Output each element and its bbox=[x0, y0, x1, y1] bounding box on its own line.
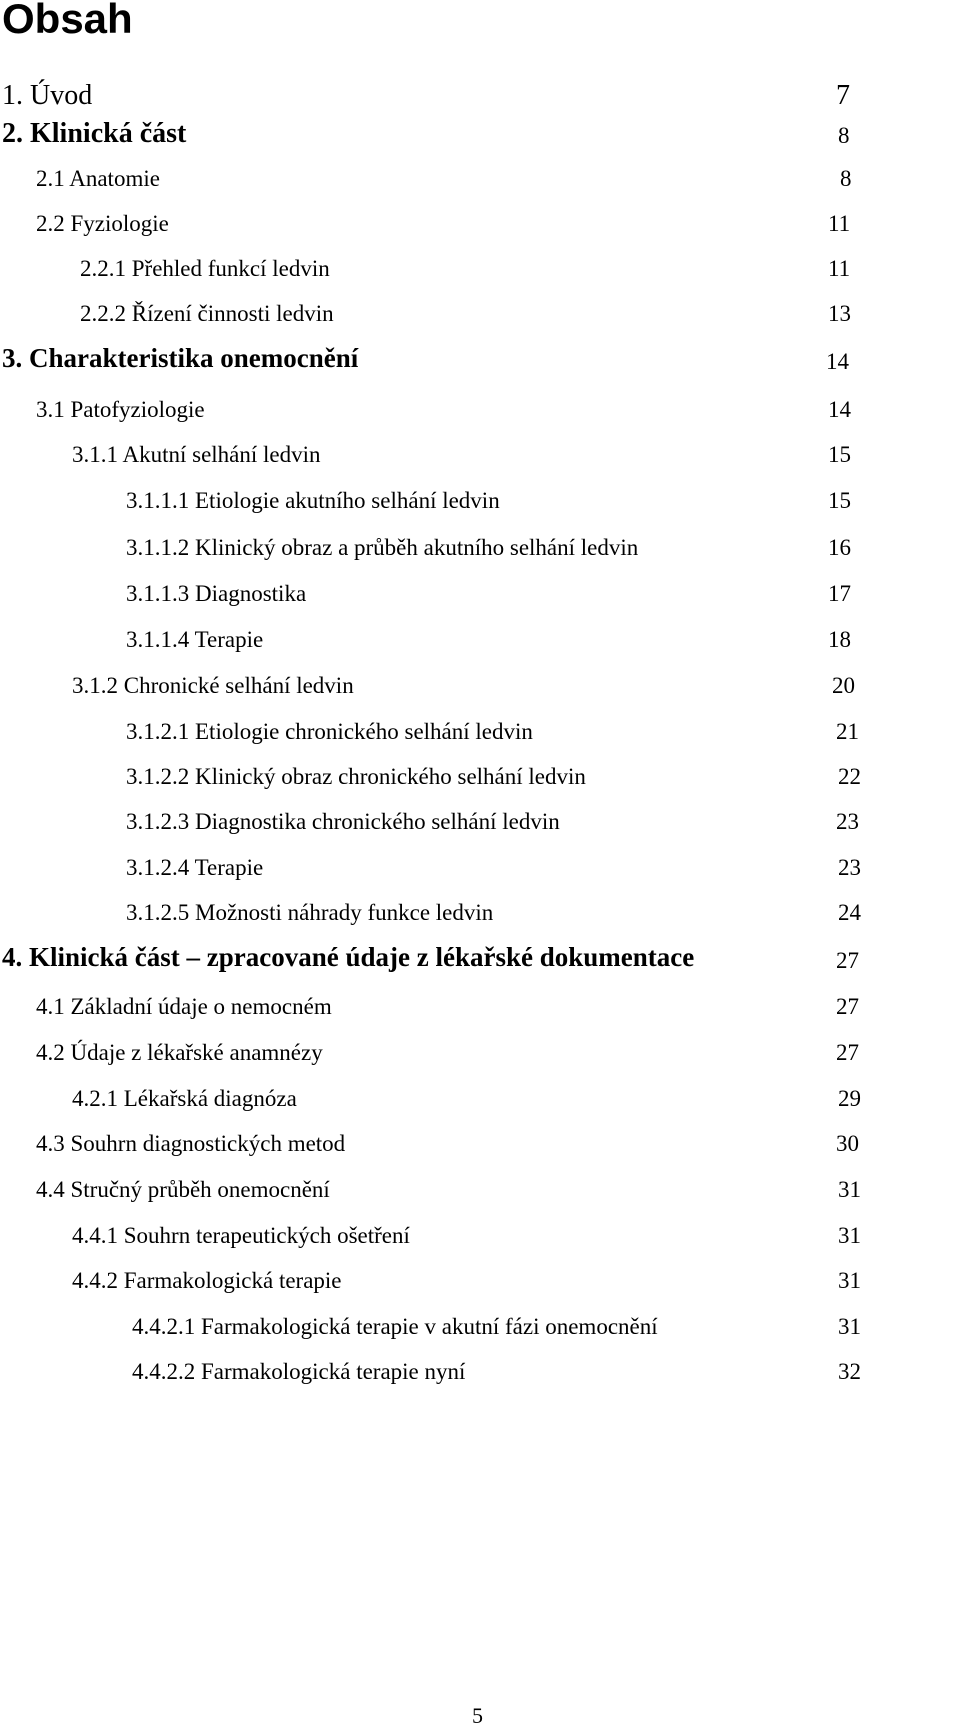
toc-entry-title: 4. Klinická část – zpracované údaje z lékařské dokumentace bbox=[2, 942, 695, 972]
toc-entry[interactable] bbox=[0, 251, 960, 291]
toc-entry-title: 2.2.1 Přehled funkcí ledvin bbox=[80, 256, 330, 281]
toc-entry-page: 23 bbox=[836, 809, 859, 834]
toc-entry-title: 3.1.1.1 Etiologie akutního selhání ledvin bbox=[126, 488, 500, 513]
toc-entry-title: 4.2 Údaje z lékařské anamnézy bbox=[36, 1040, 323, 1065]
toc-entry[interactable] bbox=[0, 939, 960, 979]
toc-entry[interactable] bbox=[0, 714, 960, 754]
toc-entry[interactable] bbox=[0, 989, 960, 1029]
toc-entry[interactable] bbox=[0, 116, 960, 156]
toc-entry[interactable] bbox=[0, 340, 960, 380]
toc-entry-title: 4.1 Základní údaje o nemocném bbox=[36, 994, 332, 1019]
toc-entry-title: 3.1.1.2 Klinický obraz a průběh akutního selhání ledvin bbox=[126, 535, 639, 560]
toc-entry-page: 32 bbox=[838, 1359, 861, 1384]
toc-entry-title: 3.1.2 Chronické selhání ledvin bbox=[72, 673, 354, 698]
toc-entry[interactable] bbox=[0, 850, 960, 890]
toc-entry-title: 3.1.2.5 Možnosti náhrady funkce ledvin bbox=[126, 900, 494, 925]
toc-entry-page: 30 bbox=[836, 1131, 859, 1156]
toc-entry-page: 27 bbox=[836, 1040, 859, 1065]
toc-entry[interactable] bbox=[0, 1218, 960, 1258]
toc-entry[interactable] bbox=[0, 576, 960, 616]
toc-entry-title: 2.2.2 Řízení činnosti ledvin bbox=[80, 301, 334, 326]
toc-entry-page: 31 bbox=[838, 1177, 861, 1202]
toc-entry[interactable] bbox=[0, 530, 960, 570]
toc-entry-title: 4.4.2.1 Farmakologická terapie v akutní fázi onemocnění bbox=[132, 1314, 658, 1339]
toc-entry-page: 16 bbox=[828, 535, 851, 560]
toc-entry-title: 3.1 Patofyziologie bbox=[36, 397, 205, 422]
toc-entry-title: 4.4 Stručný průběh onemocnění bbox=[36, 1177, 330, 1202]
toc-entry-title: 3.1.1 Akutní selhání ledvin bbox=[72, 442, 321, 467]
toc-entry[interactable] bbox=[0, 759, 960, 799]
toc-entry-title: 3. Charakteristika onemocnění bbox=[2, 343, 359, 373]
toc-entry-title: 4.4.2 Farmakologická terapie bbox=[72, 1268, 342, 1293]
toc-entry[interactable] bbox=[0, 1126, 960, 1166]
toc-entry-page: 31 bbox=[838, 1314, 861, 1339]
toc-entry-page: 7 bbox=[836, 80, 850, 111]
toc-entry-title: 2. Klinická část bbox=[2, 118, 187, 149]
toc-entry-page: 11 bbox=[828, 211, 851, 236]
toc-entry-page: 21 bbox=[836, 719, 859, 744]
toc-entry[interactable] bbox=[0, 1035, 960, 1075]
toc-entry-title: 3.1.1.3 Diagnostika bbox=[126, 581, 307, 606]
toc-entry-page: 15 bbox=[828, 442, 851, 467]
toc-entry-title: 4.4.2.2 Farmakologická terapie nyní bbox=[132, 1359, 466, 1384]
toc-entry[interactable] bbox=[0, 1263, 960, 1303]
toc-entry-title: 3.1.2.2 Klinický obraz chronického selhání ledvin bbox=[126, 764, 586, 789]
toc-entry-page: 22 bbox=[838, 764, 861, 789]
toc-entry[interactable] bbox=[0, 392, 960, 432]
toc-entry[interactable] bbox=[0, 622, 960, 662]
page-title: Obsah bbox=[2, 0, 133, 42]
toc-entry[interactable] bbox=[0, 206, 960, 246]
toc-entry-title: 4.4.1 Souhrn terapeutických ošetření bbox=[72, 1223, 410, 1248]
toc-entry-page: 20 bbox=[832, 673, 855, 698]
toc-entry-page: 8 bbox=[838, 123, 850, 148]
toc-entry-page: 18 bbox=[828, 627, 851, 652]
toc-entry[interactable] bbox=[0, 1172, 960, 1212]
toc-entry-page: 17 bbox=[828, 581, 851, 606]
toc-entry-page: 31 bbox=[838, 1268, 861, 1293]
toc-entry[interactable] bbox=[0, 437, 960, 477]
toc-entry-page: 14 bbox=[826, 349, 849, 374]
toc-entry-title: 2.2 Fyziologie bbox=[36, 211, 169, 236]
toc-entry[interactable] bbox=[0, 1081, 960, 1121]
toc-entry[interactable] bbox=[0, 668, 960, 708]
toc-entry[interactable] bbox=[0, 483, 960, 523]
toc-entry-title: 4.2.1 Lékařská diagnóza bbox=[72, 1086, 297, 1111]
toc-entry-page: 24 bbox=[838, 900, 861, 925]
toc-entry[interactable] bbox=[0, 1354, 960, 1394]
toc-entry-title: 3.1.2.3 Diagnostika chronického selhání ledvin bbox=[126, 809, 560, 834]
toc-entry-title: 4.3 Souhrn diagnostických metod bbox=[36, 1131, 346, 1156]
toc-entry[interactable] bbox=[0, 78, 960, 118]
toc-entry-title: 1. Úvod bbox=[2, 80, 93, 111]
toc-entry-page: 27 bbox=[836, 994, 859, 1019]
toc-entry[interactable] bbox=[0, 296, 960, 336]
toc-entry-page: 13 bbox=[828, 301, 851, 326]
toc-entry[interactable] bbox=[0, 1309, 960, 1349]
toc-entry-page: 27 bbox=[836, 948, 859, 973]
toc-entry-title: 3.1.2.1 Etiologie chronického selhání ledvin bbox=[126, 719, 533, 744]
toc-entry-title: 3.1.2.4 Terapie bbox=[126, 855, 264, 880]
toc-entry-title: 3.1.1.4 Terapie bbox=[126, 627, 264, 652]
toc-entry-page: 8 bbox=[840, 166, 852, 191]
toc-entry[interactable] bbox=[0, 804, 960, 844]
toc-entry-page: 15 bbox=[828, 488, 851, 513]
toc-entry-page: 31 bbox=[838, 1223, 861, 1248]
toc-entry-page: 11 bbox=[828, 256, 851, 281]
toc-entry-page: 14 bbox=[828, 397, 851, 422]
toc-entry-title: 2.1 Anatomie bbox=[36, 166, 160, 191]
toc-entry-page: 29 bbox=[838, 1086, 861, 1111]
toc-entry[interactable] bbox=[0, 161, 960, 201]
page-number: 5 bbox=[472, 1703, 483, 1728]
toc-entry-page: 23 bbox=[838, 855, 861, 880]
toc-entry[interactable] bbox=[0, 895, 960, 935]
